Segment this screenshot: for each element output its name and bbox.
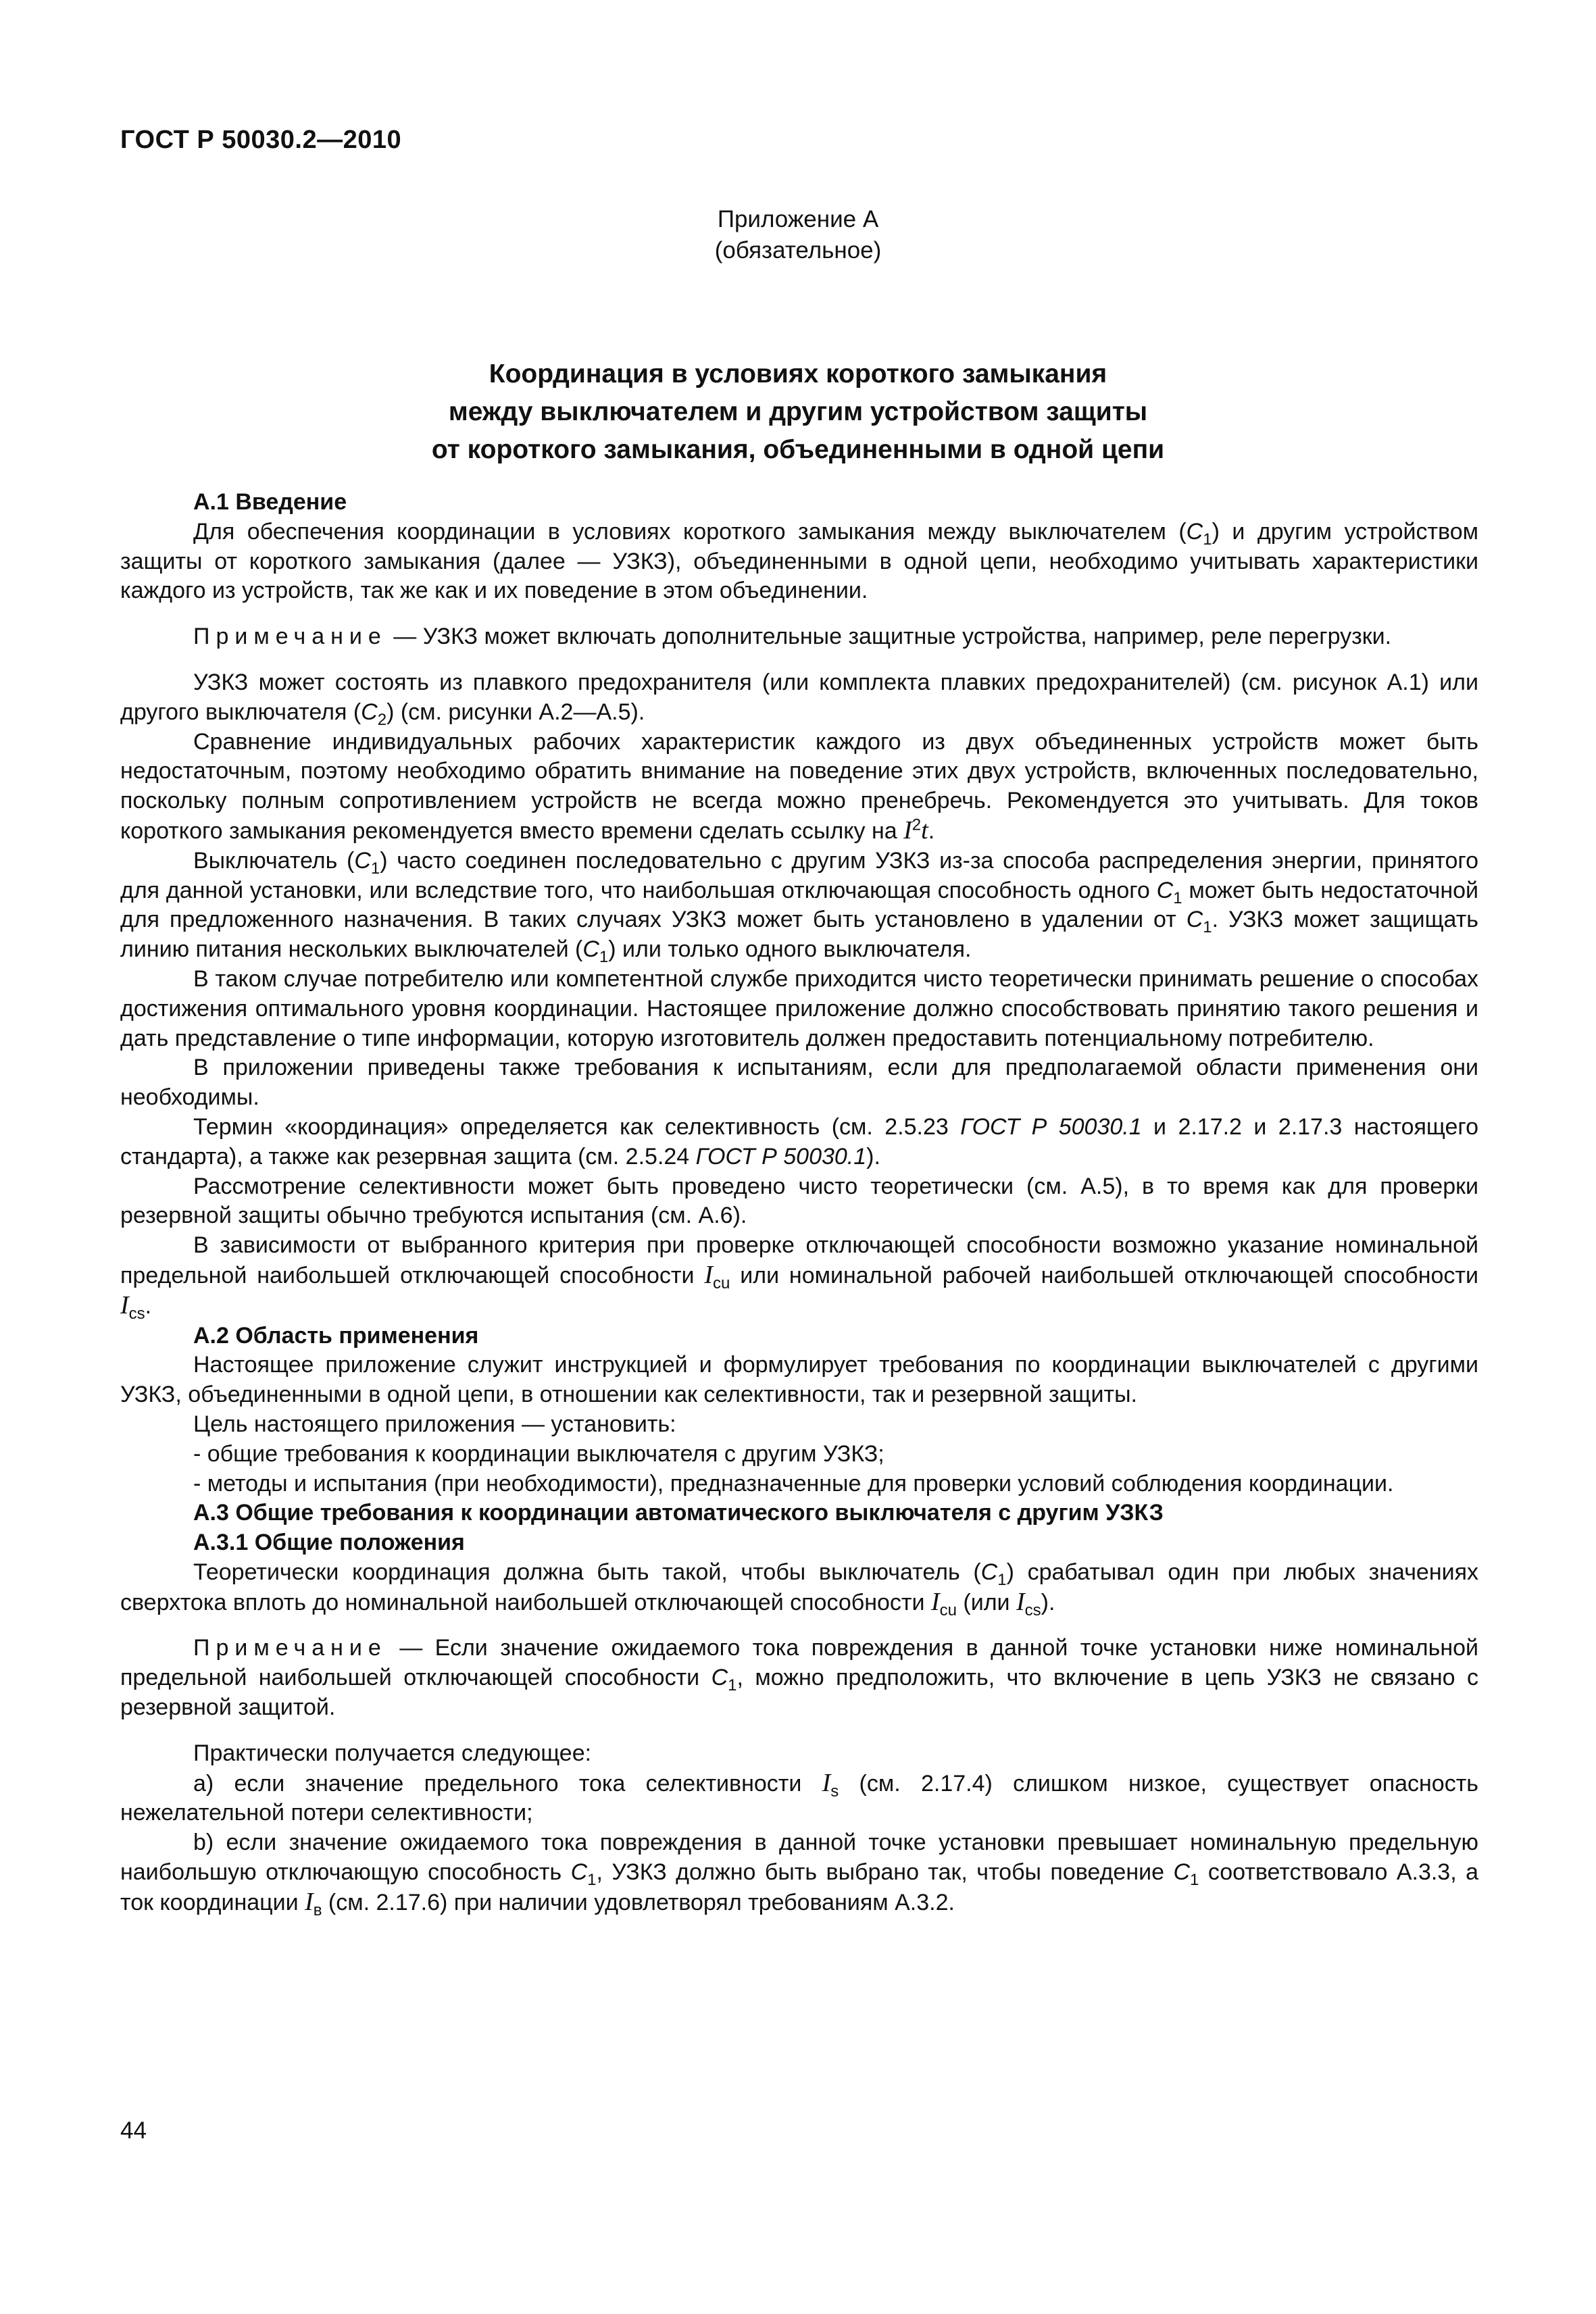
- paragraph: В таком случае потребителю или компетентной службе приходится чисто теоретически принимать решение о способах достижения оптимального уровня координации. Настоящее приложение должно способствовать принятию такого решения и дать представление о типе информации, которую изготовитель должен предоставить потенциальному потребителю.: [120, 965, 1478, 1051]
- section-heading: А.3 Общие требования к координации автоматического выключателя с другим УЗКЗ: [193, 1500, 1164, 1526]
- title-line: между выключателем и другим устройством защиты: [448, 397, 1148, 426]
- note: Примечание — УЗКЗ может включать дополнительные защитные устройства, например, реле перегрузки.: [193, 624, 1392, 650]
- list-item: - общие требования к координации выключателя с другим УЗКЗ;: [193, 1440, 884, 1467]
- document-body: [120, 488, 1478, 1918]
- standard-reference: ГОСТ Р 50030.1: [960, 1113, 1142, 1140]
- list-item: - методы и испытания (при необходимости), предназначенные для проверки условий соблюдения координации.: [193, 1470, 1394, 1496]
- list-item: a) если значение предельного тока селективности $I_s$ (см. 2.17.4) слишком низкое, существует опасность нежелательной потери селективности;: [120, 1768, 1478, 1826]
- paragraph: Выключатель $(C_1)$ часто соединен последовательно с другим УЗКЗ из-за способа распределения энергии, принятого для данной установки, или вследствие того, что наибольшая отключающая способность одного $C_1$ может быть недостаточной для предложенного назначения. В таких случаях УЗКЗ может быть установлено в удалении от $C_1$. УЗКЗ может защищать линию питания нескольких выключателей $(C_1)$ или только одного выключателя.: [120, 847, 1478, 966]
- title-line: Координация в условиях короткого замыкания: [489, 359, 1107, 388]
- paragraph: УЗКЗ может состоять из плавкого предохранителя (или комплекта плавких предохранителей) (см. рисунок А.1) или другого выключателя $(C_2)$ (см. рисунки А.2—А.5).: [120, 669, 1478, 729]
- page-number: 44: [120, 2117, 147, 2144]
- title-line: от короткого замыкания, объединенными в одной цепи: [431, 435, 1165, 464]
- note: Примечание — Если значение ожидаемого тока повреждения в данной точке установки ниже номинальной предельной наибольшей отключающей способности $C_1$, можно предположить, что включение в цепь УЗКЗ не связано с резервной защитой.: [120, 1635, 1479, 1721]
- paragraph: Термин «координация» определяется как селективность (см. 2.5.23 ГОСТ Р 50030.1 и 2.17.2 и 2.17.3 настоящего стандарта), а также как резервная защита (см. 2.5.24 ГОСТ Р 50030.1).: [120, 1113, 1478, 1169]
- annex-label: Приложение А: [717, 206, 879, 232]
- note-label: Примечание: [193, 1635, 387, 1661]
- paragraph: Цель настоящего приложения — установить:: [193, 1411, 676, 1437]
- section-heading: А.1 Введение: [193, 489, 347, 515]
- subsection-heading: А.3.1 Общие положения: [193, 1530, 465, 1556]
- paragraph: Теоретически координация должна быть такой, чтобы выключатель $(C_1)$ срабатывал один при любых значениях сверхтока вплоть до номинальной наибольшей отключающей способности $I_{cu}$ (или $I_{cs}$).: [120, 1559, 1479, 1619]
- standard-reference: ГОСТ Р 50030.1: [695, 1143, 867, 1169]
- annex-heading: [0, 204, 1596, 266]
- list-item: b) если значение ожидаемого тока повреждения в данной точке установки превышает номинальную предельную наибольшую отключающую способность $C_1$, УЗКЗ должно быть выбрано так, чтобы поведение $C_1$ соответствовало А.3.3, а ток координации $I_в$ (см. 2.17.6) при наличии удовлетворял требованиям А.3.2.: [120, 1830, 1478, 1919]
- paragraph: Рассмотрение селективности может быть проведено чисто теоретически (см. А.5), в то время как для проверки резервной защиты обычно требуются испытания (см. А.6).: [120, 1173, 1478, 1229]
- section-heading: А.2 Область применения: [193, 1322, 479, 1349]
- note-label: Примечание: [193, 624, 387, 650]
- paragraph: В зависимости от выбранного критерия при проверке отключающей способности возможно указание номинальной предельной наибольшей отключающей способности $I_{cu}$ или номинальной рабочей наибольшей отключающей способности $I_{cs}$.: [120, 1232, 1478, 1323]
- paragraph: Настоящее приложение служит инструкцией и формулирует требования по координации выключателей с другими УЗКЗ, объединенными в одной цепи, в отношении как селективности, так и резервной защиты.: [120, 1352, 1478, 1408]
- paragraph: Сравнение индивидуальных рабочих характеристик каждого из двух объединенных устройств может быть недостаточным, поэтому необходимо обратить внимание на поведение этих двух устройств, включенных последовательно, поскольку полным сопротивлением устройств не всегда можно пренебречь. Рекомендуется это учитывать. Для токов короткого замыкания рекомендуется вместо времени сделать ссылку на $I^2t$.: [120, 728, 1478, 845]
- annex-title: [0, 355, 1596, 469]
- annex-status: (обязательное): [714, 237, 882, 263]
- paragraph: В приложении приведены также требования к испытаниям, если для предполагаемой области применения они необходимы.: [120, 1055, 1478, 1111]
- paragraph: Практически получается следующее:: [193, 1740, 592, 1766]
- standard-number: ГОСТ Р 50030.2—2010: [120, 126, 402, 154]
- paragraph: Для обеспечения координации в условиях короткого замыкания между выключателем $(C_1)$ и другим устройством защиты от короткого замыкания (далее — УЗКЗ), объединенными в одной цепи, необходимо учитывать характеристики каждого из устройств, так же как и их поведение в этом объединении.: [120, 518, 1479, 604]
